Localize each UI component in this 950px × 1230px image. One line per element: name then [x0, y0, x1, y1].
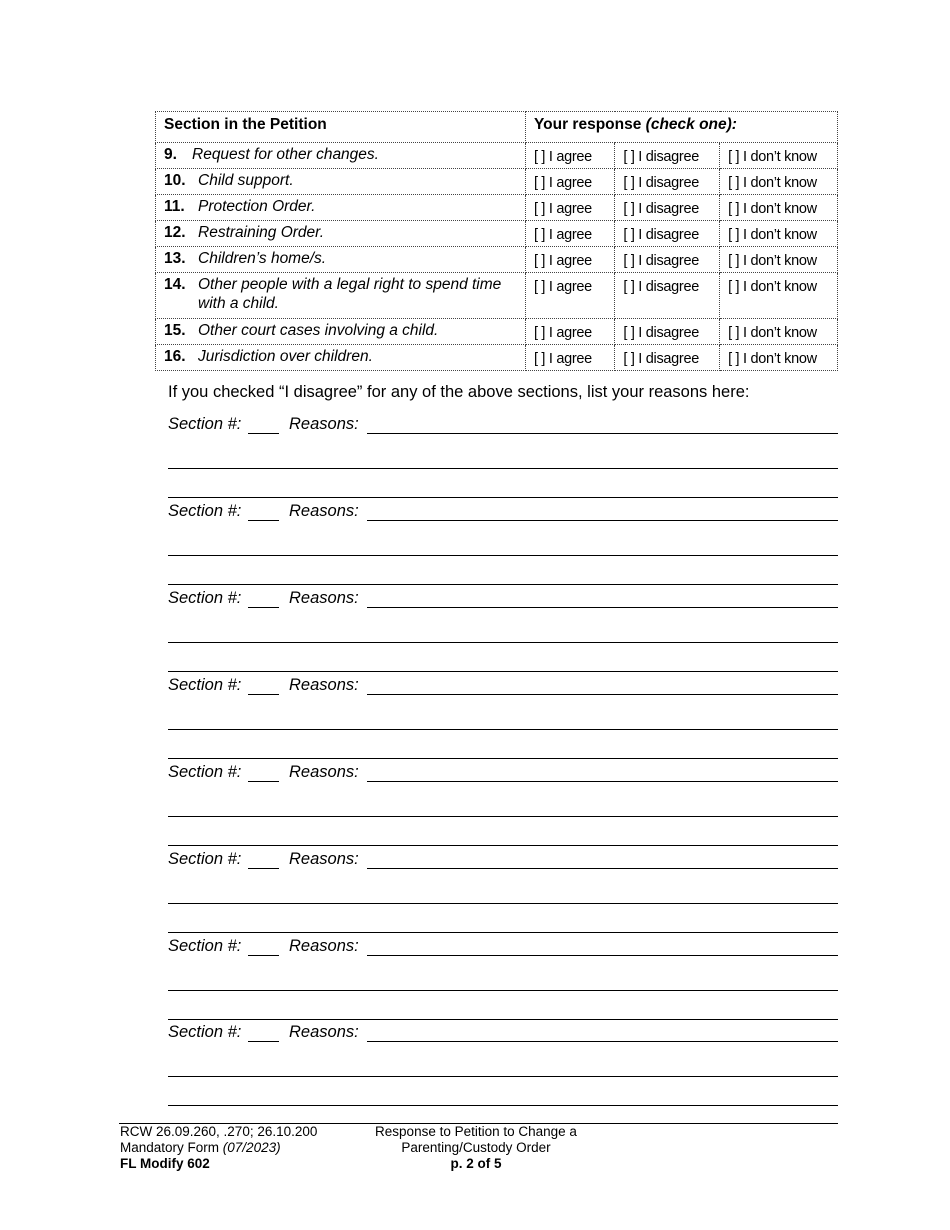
reasons-input-line[interactable] — [168, 440, 838, 469]
reason-block — [168, 933, 838, 1020]
reasons-input-line[interactable] — [168, 701, 838, 730]
section-title: Other court cases involving a child. — [198, 322, 439, 339]
reasons-label: Reasons: — [289, 937, 359, 955]
reasons-input-line[interactable] — [367, 1041, 838, 1042]
reasons-label: Reasons: — [289, 763, 359, 781]
reasons-input-line[interactable] — [168, 469, 838, 498]
table-row — [156, 319, 838, 345]
section-number-input[interactable] — [248, 781, 279, 782]
section-title: Child support. — [198, 172, 294, 189]
dont-know-checkbox[interactable]: [ ] I don’t know — [720, 221, 838, 247]
footer-page-number: p. 2 of 5 — [450, 1156, 502, 1171]
agree-checkbox[interactable]: [ ] I agree — [525, 143, 614, 169]
section-number: 10. — [164, 172, 186, 189]
section-number-input[interactable] — [248, 868, 279, 869]
table-row — [156, 273, 838, 319]
table-header-row — [156, 112, 838, 143]
disagree-checkbox[interactable]: [ ] I disagree — [615, 195, 720, 221]
dont-know-checkbox[interactable]: [ ] I don’t know — [720, 247, 838, 273]
agree-checkbox[interactable]: [ ] I agree — [525, 273, 614, 319]
reasons-input-line[interactable] — [168, 1048, 838, 1077]
footer-form-id: FL Modify 602 — [120, 1156, 210, 1171]
reasons-input-line[interactable] — [168, 817, 838, 846]
disagree-checkbox[interactable]: [ ] I disagree — [615, 345, 720, 371]
section-number-label: Section #: — [168, 676, 242, 694]
section-cell — [156, 221, 526, 247]
section-number-input[interactable] — [248, 694, 279, 695]
section-number-input[interactable] — [248, 433, 279, 434]
agree-checkbox[interactable]: [ ] I agree — [525, 195, 614, 221]
reasons-input-line[interactable] — [367, 433, 838, 434]
section-number-label: Section #: — [168, 415, 242, 433]
footer-center — [356, 1124, 596, 1172]
section-number-input[interactable] — [248, 520, 279, 521]
table-row — [156, 169, 838, 195]
reasons-label: Reasons: — [289, 589, 359, 607]
section-number-label: Section #: — [168, 502, 242, 520]
agree-checkbox[interactable]: [ ] I agree — [525, 169, 614, 195]
table-row — [156, 221, 838, 247]
section-number-label: Section #: — [168, 937, 242, 955]
reasons-input-line[interactable] — [168, 1077, 838, 1106]
reason-block — [168, 585, 838, 672]
reasons-input-line[interactable] — [168, 991, 838, 1020]
section-cell — [156, 247, 526, 273]
section-number-label: Section #: — [168, 1023, 242, 1041]
dont-know-checkbox[interactable]: [ ] I don’t know — [720, 195, 838, 221]
reasons-label: Reasons: — [289, 850, 359, 868]
reasons-label: Reasons: — [289, 1023, 359, 1041]
reasons-input-line[interactable] — [168, 556, 838, 585]
section-title: Protection Order. — [198, 198, 316, 215]
disagree-checkbox[interactable]: [ ] I disagree — [615, 169, 720, 195]
section-cell — [156, 345, 526, 371]
section-number-input[interactable] — [248, 955, 279, 956]
disagree-checkbox[interactable]: [ ] I disagree — [615, 247, 720, 273]
reason-block — [168, 411, 838, 498]
section-number-input[interactable] — [248, 607, 279, 608]
section-number: 14. — [164, 276, 186, 293]
reasons-label: Reasons: — [289, 415, 359, 433]
section-cell — [156, 169, 526, 195]
agree-checkbox[interactable]: [ ] I agree — [525, 345, 614, 371]
section-cell — [156, 319, 526, 345]
reasons-input-line[interactable] — [367, 520, 838, 521]
reasons-input-line[interactable] — [367, 781, 838, 782]
section-title: Restraining Order. — [198, 224, 325, 241]
reasons-input-line[interactable] — [367, 607, 838, 608]
dont-know-checkbox[interactable]: [ ] I don’t know — [720, 319, 838, 345]
table-row — [156, 195, 838, 221]
agree-checkbox[interactable]: [ ] I agree — [525, 221, 614, 247]
reasons-label: Reasons: — [289, 676, 359, 694]
reasons-input-line[interactable] — [168, 643, 838, 672]
reason-block — [168, 846, 838, 933]
section-number-label: Section #: — [168, 589, 242, 607]
section-number-input[interactable] — [248, 1041, 279, 1042]
section-number-label: Section #: — [168, 850, 242, 868]
reason-block — [168, 759, 838, 846]
response-table — [155, 111, 838, 371]
reasons-input-line[interactable] — [367, 868, 838, 869]
section-title: Other people with a legal right to spend time with a child. — [198, 276, 502, 312]
reason-block — [168, 498, 838, 585]
dont-know-checkbox[interactable]: [ ] I don’t know — [720, 345, 838, 371]
footer-title-2: Parenting/Custody Order — [401, 1140, 551, 1155]
section-cell — [156, 273, 526, 319]
dont-know-checkbox[interactable]: [ ] I don’t know — [720, 169, 838, 195]
section-number-label: Section #: — [168, 763, 242, 781]
section-number: 13. — [164, 250, 186, 267]
table-row — [156, 143, 838, 169]
disagree-instructions: If you checked “I disagree” for any of the above sections, list your reasons here: — [168, 383, 750, 401]
agree-checkbox[interactable]: [ ] I agree — [525, 247, 614, 273]
reasons-input-line[interactable] — [168, 962, 838, 991]
footer-left — [120, 1124, 317, 1172]
section-number: 15. — [164, 322, 186, 339]
disagree-checkbox[interactable]: [ ] I disagree — [615, 143, 720, 169]
footer-rcw: RCW 26.09.260, .270; 26.10.200 — [120, 1124, 318, 1139]
disagree-checkbox[interactable]: [ ] I disagree — [615, 221, 720, 247]
disagree-checkbox[interactable]: [ ] I disagree — [615, 273, 720, 319]
disagree-checkbox[interactable]: [ ] I disagree — [615, 319, 720, 345]
dont-know-checkbox[interactable]: [ ] I don’t know — [720, 143, 838, 169]
section-number: 11. — [164, 198, 185, 215]
footer-mandatory: Mandatory Form (07/2023) — [120, 1140, 281, 1155]
reasons-input-line[interactable] — [168, 875, 838, 904]
reason-block — [168, 1019, 838, 1106]
header-section: Section in the Petition — [156, 112, 526, 143]
reasons-input-line[interactable] — [168, 614, 838, 643]
reasons-input-line[interactable] — [367, 694, 838, 695]
reasons-input-line[interactable] — [168, 730, 838, 759]
footer-title-1: Response to Petition to Change a — [375, 1124, 577, 1139]
section-number: 9. — [164, 146, 177, 163]
section-title: Jurisdiction over children. — [198, 348, 373, 365]
reasons-input-line[interactable] — [168, 904, 838, 933]
reasons-input-line[interactable] — [367, 955, 838, 956]
dont-know-checkbox[interactable]: [ ] I don’t know — [720, 273, 838, 319]
reasons-input-line[interactable] — [168, 527, 838, 556]
table-row — [156, 345, 838, 371]
section-number: 16. — [164, 348, 186, 365]
reasons-input-line[interactable] — [168, 788, 838, 817]
reasons-label: Reasons: — [289, 502, 359, 520]
section-title: Request for other changes. — [192, 146, 379, 163]
section-cell — [156, 195, 526, 221]
agree-checkbox[interactable]: [ ] I agree — [525, 319, 614, 345]
section-number: 12. — [164, 224, 186, 241]
reason-block — [168, 672, 838, 759]
table-row — [156, 247, 838, 273]
section-cell — [156, 143, 526, 169]
header-response: Your response (check one): — [525, 112, 837, 143]
section-title: Children’s home/s. — [198, 250, 327, 267]
